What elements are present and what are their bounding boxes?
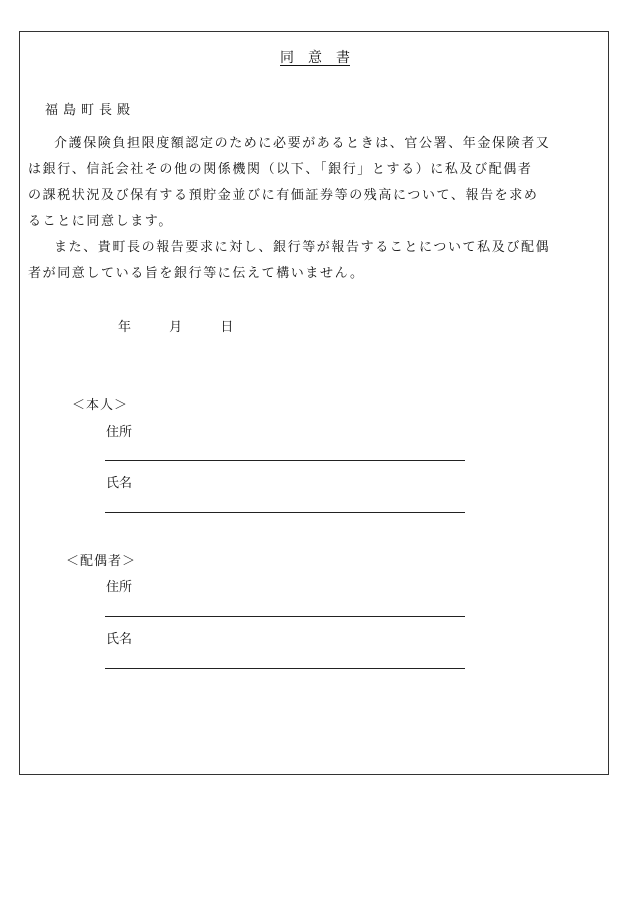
date-year-label: 年 — [118, 320, 132, 335]
self-name-label: 氏名 — [106, 476, 133, 491]
date-line — [118, 316, 267, 335]
consent-paragraph-1 — [28, 131, 589, 287]
paragraph-line: 介護保険負担限度額認定のために必要があるときは、官公署、年金保険者又 — [54, 136, 551, 151]
paragraph-line: は銀行、信託会社その他の関係機関（以下、「銀行」とする）に私及び配偶者 — [28, 162, 533, 177]
spouse-address-label: 住所 — [106, 580, 133, 595]
self-section-label: ＜本人＞ — [72, 398, 129, 413]
spouse-name-label: 氏名 — [106, 632, 133, 647]
paragraph-line: の課税状況及び保有する預貯金並びに有価証券等の残高について、報告を求め — [28, 188, 539, 203]
spouse-name-underline — [105, 668, 465, 669]
date-month-label: 月 — [169, 320, 183, 335]
self-name-underline — [105, 512, 465, 513]
self-address-label: 住所 — [106, 425, 133, 440]
document-title: 同 意 書 — [280, 50, 350, 66]
paragraph-line: 者が同意している旨を銀行等に伝えて構いません。 — [28, 266, 365, 281]
date-day-label: 日 — [220, 320, 234, 335]
paragraph-line: ることに同意します。 — [28, 214, 173, 229]
spouse-address-underline — [105, 616, 465, 617]
paragraph-line: また、貴町長の報告要求に対し、銀行等が報告することについて私及び配偶 — [54, 240, 551, 255]
spouse-section-label: ＜配偶者＞ — [66, 554, 137, 569]
self-address-underline — [105, 460, 465, 461]
addressee: 福島町長殿 — [45, 103, 136, 118]
